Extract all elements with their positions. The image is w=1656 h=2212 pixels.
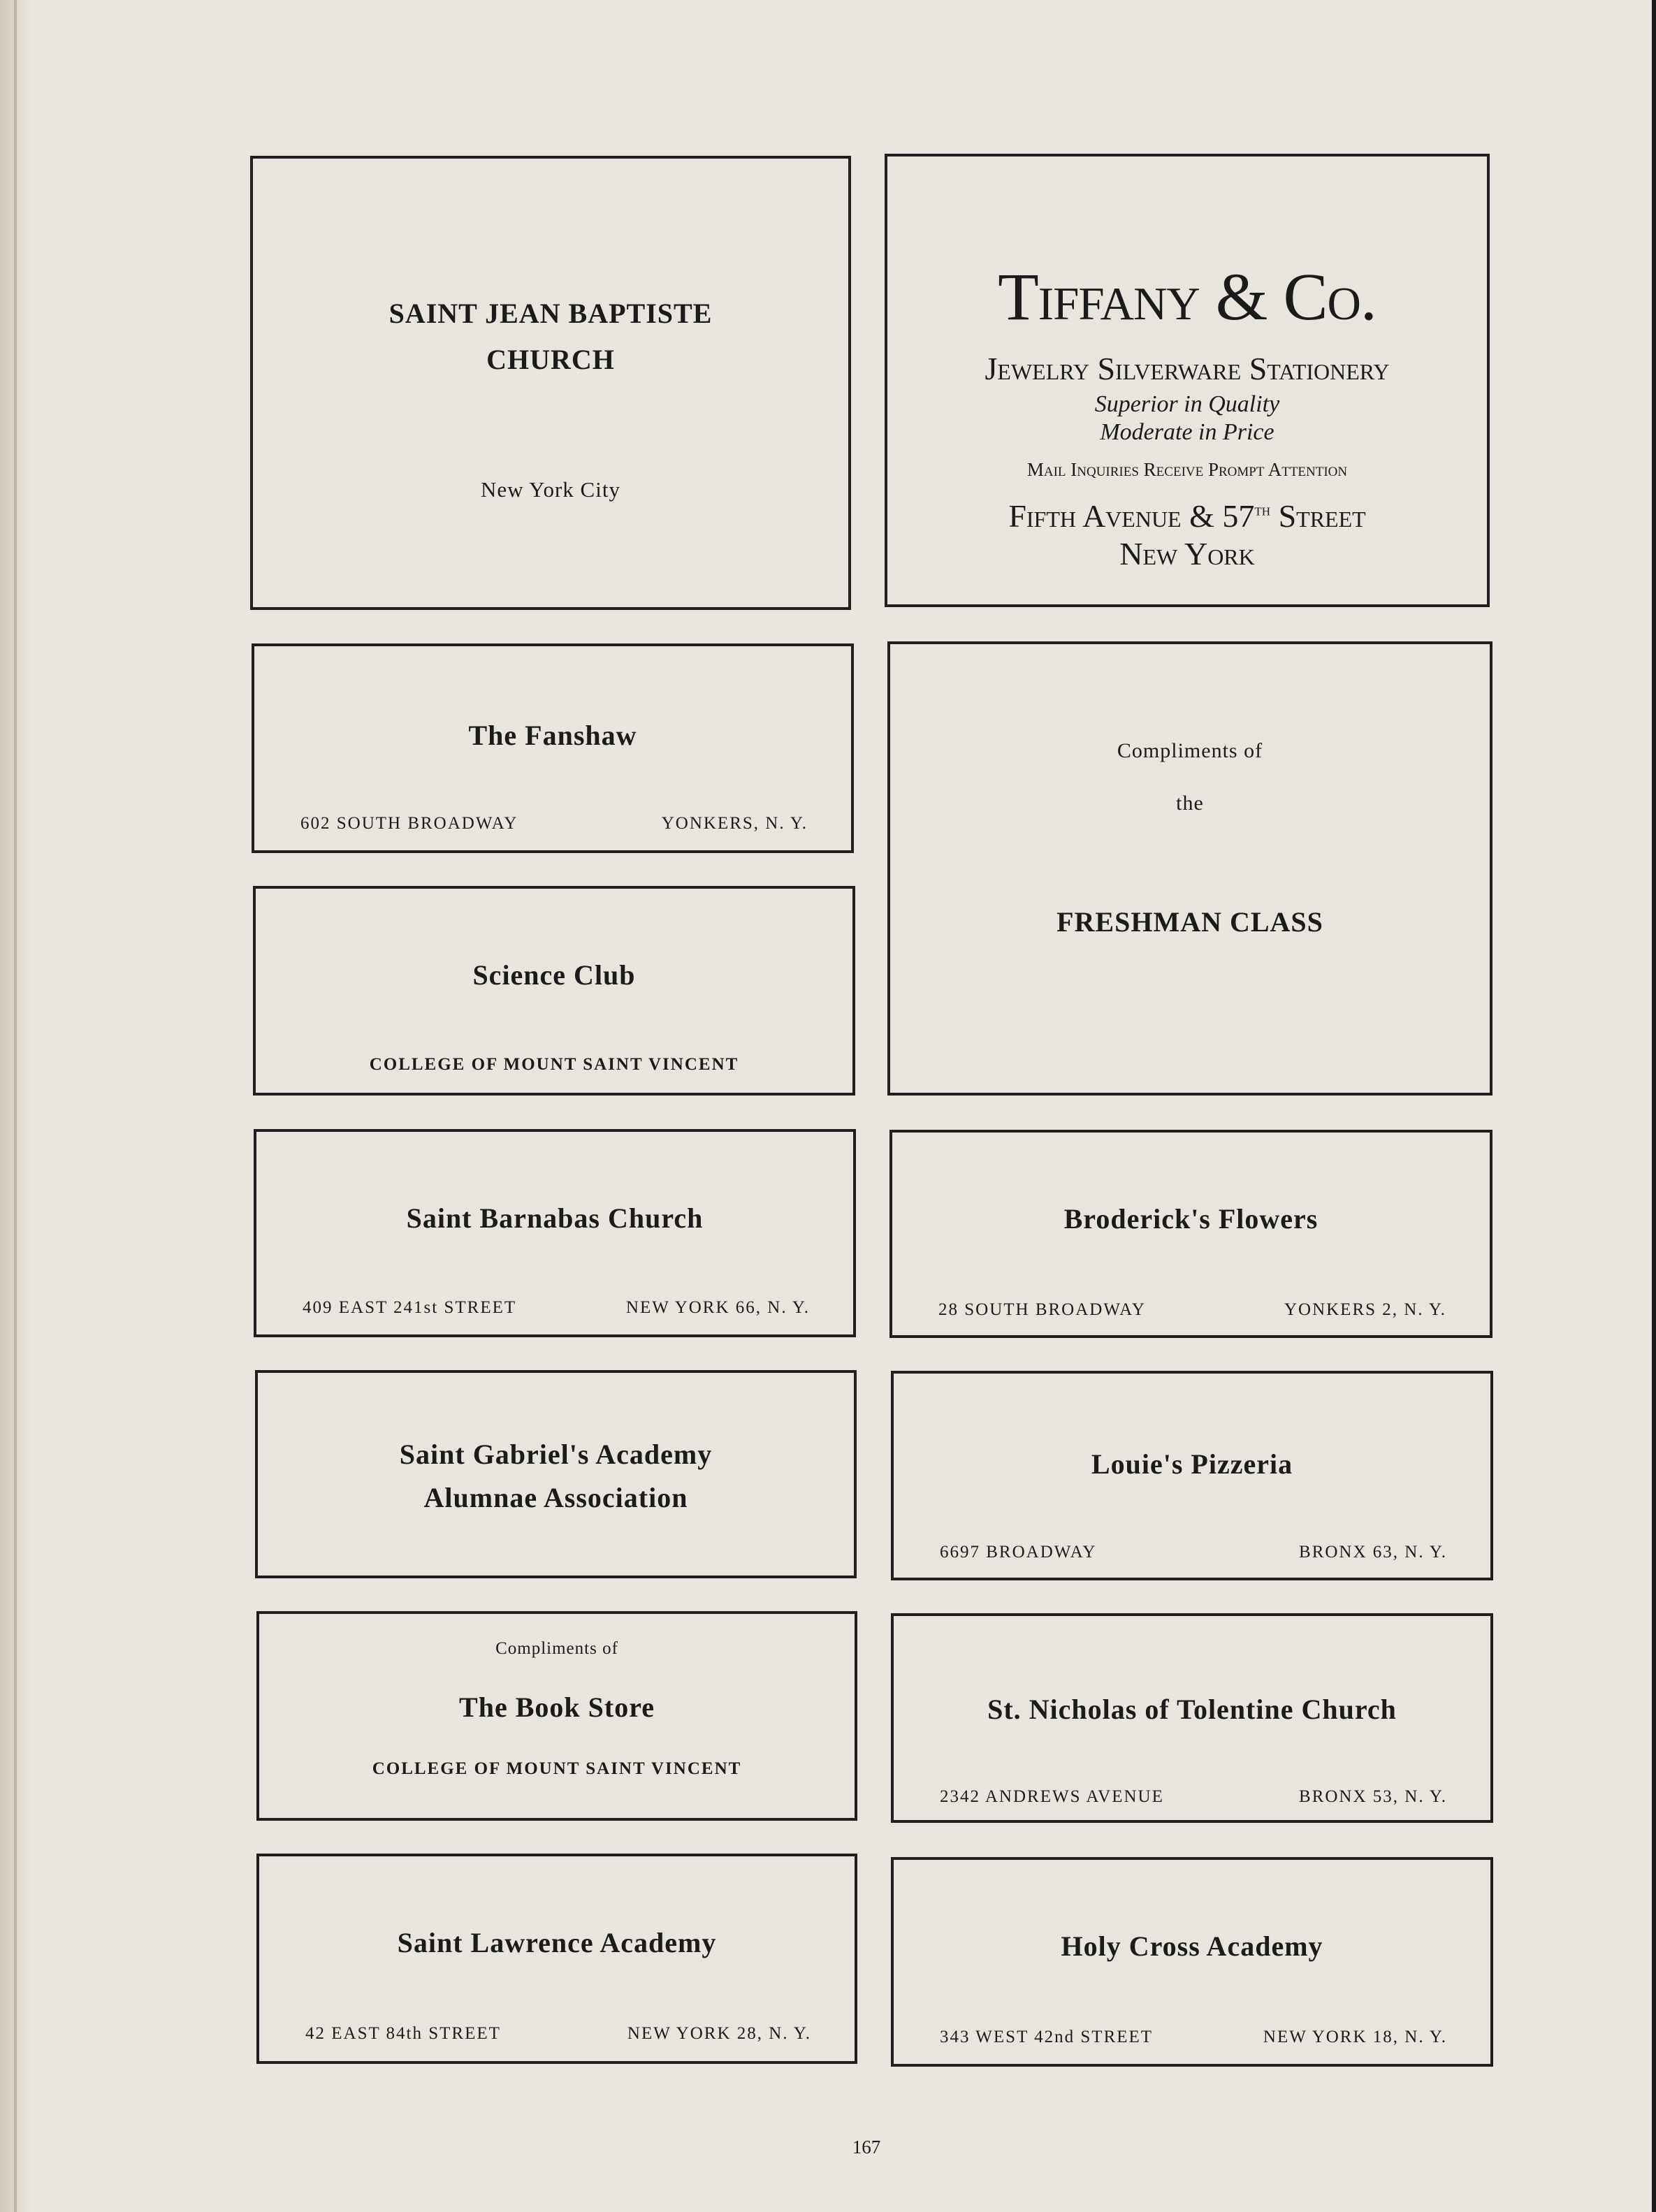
ad-location: New York City bbox=[481, 477, 620, 502]
ad-name: The Book Store bbox=[459, 1691, 655, 1723]
ad-tiffany bbox=[885, 154, 1490, 607]
ad-address: 409 EAST 241st STREET bbox=[303, 1298, 517, 1317]
ad-holy-cross-academy bbox=[891, 1857, 1493, 2067]
ad-name: St. Nicholas of Tolentine Church bbox=[987, 1694, 1397, 1725]
ad-name: Saint Lawrence Academy bbox=[397, 1927, 717, 1958]
ad-city: BRONX 53, N. Y. bbox=[1299, 1787, 1447, 1806]
ad-address: 42 EAST 84th STREET bbox=[305, 2024, 501, 2043]
ad-tiffany-address-pre: Fifth Avenue & 57 bbox=[1008, 498, 1255, 534]
page-right-edge bbox=[1652, 0, 1656, 2212]
ad-name-line2: CHURCH bbox=[486, 344, 615, 375]
ad-the: the bbox=[1176, 792, 1204, 815]
ad-tiffany-address bbox=[887, 497, 1487, 534]
ad-city: NEW YORK 28, N. Y. bbox=[627, 2024, 811, 2043]
ad-address: 2342 ANDREWS AVENUE bbox=[940, 1787, 1164, 1806]
ad-saint-lawrence-academy bbox=[256, 1854, 857, 2064]
ad-address: 602 SOUTH BROADWAY bbox=[300, 814, 518, 833]
ad-address: 343 WEST 42nd STREET bbox=[940, 2028, 1154, 2046]
ad-city: YONKERS, N. Y. bbox=[661, 814, 808, 833]
ad-address: 28 SOUTH BROADWAY bbox=[938, 1300, 1146, 1319]
page-number: 167 bbox=[852, 2137, 881, 2158]
ad-compliments: Compliments of bbox=[1117, 739, 1263, 762]
ad-name: Holy Cross Academy bbox=[1061, 1930, 1323, 1962]
binding-line bbox=[14, 0, 17, 2212]
ad-city: NEW YORK 18, N. Y. bbox=[1263, 2028, 1447, 2046]
ad-city: YONKERS 2, N. Y. bbox=[1284, 1300, 1446, 1319]
ad-name-line1: Saint Gabriel's Academy bbox=[399, 1439, 713, 1470]
ad-louies-pizzeria bbox=[891, 1371, 1493, 1580]
ad-science-club bbox=[253, 886, 855, 1096]
ad-tiffany-address-post: Street bbox=[1270, 498, 1366, 534]
ad-name: The Fanshaw bbox=[468, 720, 637, 751]
ad-tiffany-title: Tiffany & Co. bbox=[998, 259, 1377, 334]
ad-brodericks-flowers bbox=[889, 1130, 1492, 1338]
ad-address: 6697 BROADWAY bbox=[940, 1543, 1097, 1562]
ad-name: FRESHMAN CLASS bbox=[1056, 906, 1323, 938]
ad-name-line2: Alumnae Association bbox=[423, 1482, 688, 1513]
ad-subtitle: COLLEGE OF MOUNT SAINT VINCENT bbox=[369, 1055, 739, 1074]
ad-name: Saint Barnabas Church bbox=[406, 1202, 704, 1234]
ad-tiffany-tagline1: Superior in Quality bbox=[1094, 391, 1280, 417]
ad-book-store bbox=[256, 1611, 857, 1821]
ad-name: Louie's Pizzeria bbox=[1091, 1448, 1293, 1480]
ad-tiffany-tagline2: Moderate in Price bbox=[1100, 419, 1274, 445]
ad-saint-barnabas bbox=[254, 1129, 856, 1337]
ad-tiffany-address-sup: th bbox=[1254, 501, 1271, 520]
ad-compliments: Compliments of bbox=[495, 1639, 618, 1658]
ad-name: Science Club bbox=[472, 959, 636, 991]
ad-fanshaw bbox=[252, 643, 854, 853]
ad-city: BRONX 63, N. Y. bbox=[1299, 1543, 1447, 1562]
ad-tiffany-mail: Mail Inquiries Receive Prompt Attention bbox=[1026, 459, 1348, 480]
ad-name-line1: SAINT JEAN BAPTISTE bbox=[388, 298, 713, 329]
ad-saint-jean-baptiste bbox=[250, 156, 851, 610]
ad-st-nicholas-church bbox=[891, 1613, 1493, 1823]
ad-subtitle: COLLEGE OF MOUNT SAINT VINCENT bbox=[372, 1759, 742, 1778]
ad-city: NEW YORK 66, N. Y. bbox=[625, 1298, 810, 1317]
ad-freshman-class bbox=[887, 641, 1492, 1096]
ad-tiffany-products: Jewelry Silverware Stationery bbox=[985, 351, 1390, 386]
ad-tiffany-city: New York bbox=[1119, 536, 1255, 572]
ad-saint-gabriels-academy bbox=[255, 1370, 857, 1578]
ad-name: Broderick's Flowers bbox=[1063, 1203, 1319, 1235]
